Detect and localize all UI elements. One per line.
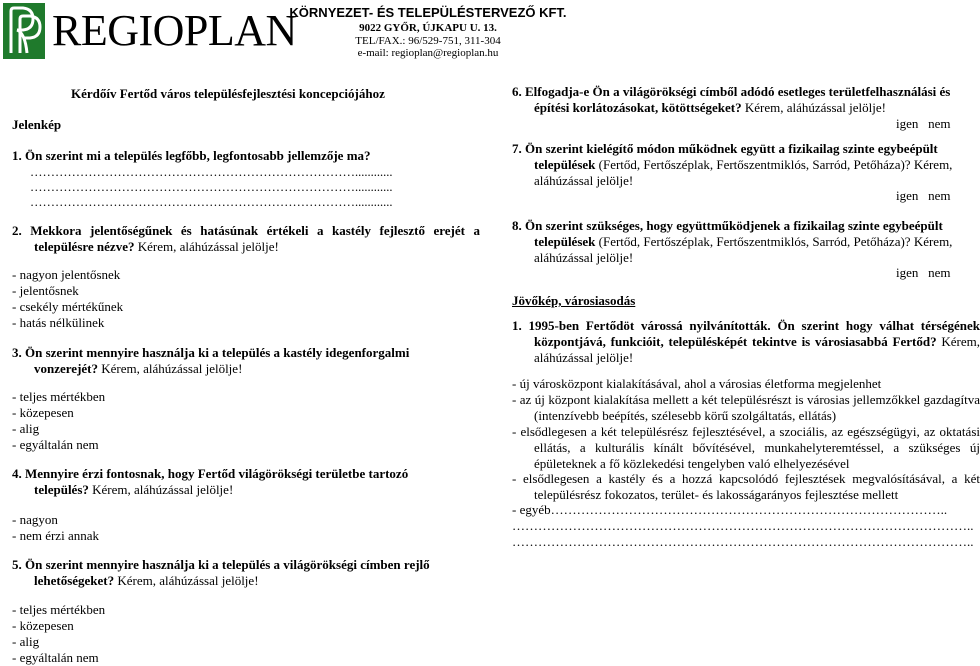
answer-line-1[interactable]: ……………………………………………………………………............ bbox=[30, 165, 393, 179]
question-8-paren: (Fertőd, Fertőszéplak, Fertőszentmiklós, Sarród, Petőháza)? bbox=[598, 234, 911, 249]
q3-option-4[interactable]: - egyáltalán nem bbox=[12, 437, 99, 452]
q7-yes-no[interactable]: igen nem bbox=[896, 188, 951, 203]
question-r1-text: 1. 1995-ben Fertődöt várossá nyilvánították. Ön szerint hogy válhat térségének központjává, funkcióit, településképét tekintve is városiasabbá Fertőd? bbox=[512, 318, 980, 349]
question-8-text: 8. Ön szerint szükséges, hogy együttműködjenek a fizikailag szinte egybeépült települések bbox=[512, 218, 943, 249]
logo-icon bbox=[3, 3, 45, 59]
q6-yes-no[interactable]: igen nem bbox=[896, 116, 951, 131]
q4-option-1[interactable]: - nagyon bbox=[12, 512, 58, 527]
question-3-hint: Kérem, aláhúzással jelölje! bbox=[101, 361, 243, 376]
company-address: 9022 GYŐR, ÚJKAPU U. 13. bbox=[359, 22, 497, 34]
question-5-hint: Kérem, aláhúzással jelölje! bbox=[117, 573, 259, 588]
question-7-text: 7. Ön szerint kielégítő módon működnek együtt a fizikailag szinte egybeépült települések bbox=[512, 141, 938, 172]
regioplan-logo bbox=[3, 3, 45, 59]
r1-option-3[interactable]: - elsődlegesen a két településrész fejlesztésével, a szociális, az egészségügyi, az oktatási ellátás, a kulturális kínált bővítésével, munkahelyteremtéssel, a szükséges új épületeknek a fő közlekedési tengelyben való elhelyezésével bbox=[512, 424, 980, 471]
q8-yes-no[interactable]: igen nem bbox=[896, 265, 951, 280]
question-4-hint: Kérem, aláhúzással jelölje! bbox=[92, 482, 234, 497]
question-5 bbox=[12, 557, 464, 589]
question-3 bbox=[12, 345, 454, 377]
section-jelenkep: Jelenkép bbox=[12, 117, 62, 132]
question-6 bbox=[512, 84, 970, 116]
question-r1-hint: Kérem, aláhúzással jelölje! bbox=[534, 334, 980, 365]
r1-option-4[interactable]: - elsődlegesen a kastély és a hozzá kapcsolódó fejlesztések megvalósításával, a két településrész fokozatos, terület- és lakosságarányos fejlesztése mellett bbox=[512, 471, 980, 502]
q5-option-1[interactable]: - teljes mértékben bbox=[12, 602, 106, 617]
r1-answer-line-2[interactable]: …………………………………………………………………………………………….. bbox=[512, 534, 974, 549]
survey-title: Kérdőív Fertőd város településfejlesztési koncepciójához bbox=[71, 86, 385, 101]
r1-option-other[interactable]: - egyéb……………………………………………………………………………….. bbox=[512, 502, 948, 517]
question-5-text: 5. Ön szerint mennyire használja ki a település a világörökségi címben rejlő lehetőségeket? bbox=[12, 557, 430, 588]
answer-line-2[interactable]: ……………………………………………………………………............ bbox=[30, 180, 393, 194]
company-telfax: TEL/FAX.: 96/529-751, 311-304 bbox=[355, 35, 501, 47]
question-7-paren: (Fertőd, Fertőszéplak, Fertőszentmiklós, Sarród, Petőháza)? bbox=[598, 157, 911, 172]
q4-option-2[interactable]: - nem érzi annak bbox=[12, 528, 99, 543]
r1-option-2[interactable]: - az új központ kialakítása mellett a két településrészt is városias jellemzőkkel gazdagítva (intenzívebb beépítés, szélesebb körű szolgáltatás, ellátás) bbox=[512, 392, 980, 423]
question-2 bbox=[12, 223, 480, 255]
q5-option-2[interactable]: - közepesen bbox=[12, 618, 74, 633]
q5-option-3[interactable]: - alig bbox=[12, 634, 40, 649]
q3-option-1[interactable]: - teljes mértékben bbox=[12, 389, 106, 404]
q2-option-1[interactable]: - nagyon jelentősnek bbox=[12, 267, 121, 282]
r1-option-1[interactable]: - új városközpont kialakításával, ahol a városias életforma megjelenhet bbox=[512, 376, 882, 391]
question-2-hint: Kérem, aláhúzással jelölje! bbox=[137, 239, 279, 254]
question-4 bbox=[12, 466, 454, 498]
question-7 bbox=[512, 141, 970, 189]
section-jovokep: Jövőkép, városiasodás bbox=[512, 293, 636, 308]
question-4-text: 4. Mennyire érzi fontosnak, hogy Fertőd világörökségi területbe tartozó település? bbox=[12, 466, 409, 497]
brand-name: REGIOPLAN bbox=[52, 6, 297, 55]
question-8-hint: Kérem, aláhúzással jelölje! bbox=[534, 234, 953, 265]
question-6-text: 6. Elfogadja-e Ön a világörökségi címből adódó esetleges területfelhasználási és építési korlátozásokat, kötöttségeket? bbox=[512, 84, 951, 115]
company-name: KÖRNYEZET- ÉS TELEPÜLÉSTERVEZŐ KFT. bbox=[289, 5, 567, 20]
question-1: 1. Ön szerint mi a település legfőbb, legfontosabb jellemzője ma? bbox=[12, 148, 371, 163]
q5-option-4[interactable]: - egyáltalán nem bbox=[12, 650, 99, 665]
question-r1 bbox=[512, 318, 980, 366]
q3-option-3[interactable]: - alig bbox=[12, 421, 40, 436]
q3-option-2[interactable]: - közepesen bbox=[12, 405, 74, 420]
q2-option-4[interactable]: - hatás nélkülinek bbox=[12, 315, 105, 330]
question-2-text: 2. Mekkora jelentőségűnek és hatásúnak értékeli a kastély fejlesztő erejét a településre nézve? bbox=[12, 223, 480, 254]
q2-option-2[interactable]: - jelentősnek bbox=[12, 283, 79, 298]
q2-option-3[interactable]: - csekély mértékűnek bbox=[12, 299, 124, 314]
question-3-text: 3. Ön szerint mennyire használja ki a település a kastély idegenforgalmi vonzerejét? bbox=[12, 345, 410, 376]
question-8 bbox=[512, 218, 970, 266]
company-email: e-mail: regioplan@regioplan.hu bbox=[357, 47, 499, 59]
answer-line-3[interactable]: ……………………………………………………………………............ bbox=[30, 195, 393, 209]
question-7-hint: Kérem, aláhúzással jelölje! bbox=[534, 157, 953, 188]
r1-answer-line-1[interactable]: …………………………………………………………………………………………….. bbox=[512, 518, 974, 533]
question-6-hint: Kérem, aláhúzással jelölje! bbox=[744, 100, 886, 115]
